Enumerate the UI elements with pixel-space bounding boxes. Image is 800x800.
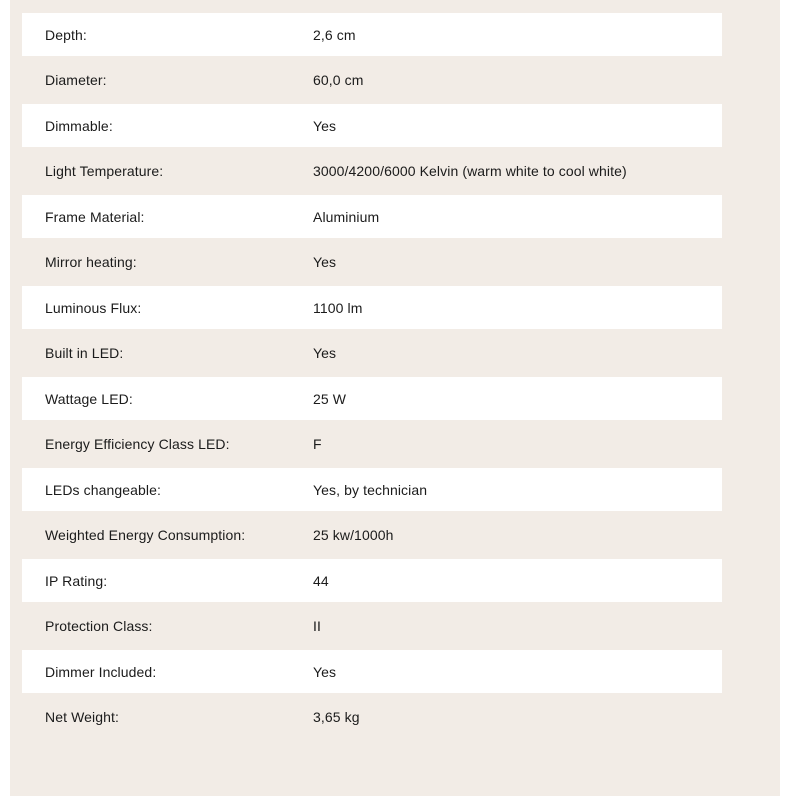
spec-label: Depth: xyxy=(45,26,87,43)
spec-label: Diameter: xyxy=(45,72,107,88)
spec-value: II xyxy=(313,618,321,634)
spec-row xyxy=(22,559,722,602)
spec-value: Yes xyxy=(313,345,337,361)
spec-row xyxy=(22,195,722,238)
spec-row xyxy=(22,241,722,284)
spec-row xyxy=(22,423,722,466)
spec-label: Energy Efficiency Class LED: xyxy=(45,436,230,452)
spec-label: IP Rating: xyxy=(45,572,108,589)
spec-label: Wattage LED: xyxy=(45,390,133,407)
spec-label: LEDs changeable: xyxy=(45,481,162,498)
spec-row xyxy=(22,650,722,693)
spec-value: 2,6 cm xyxy=(313,26,356,43)
spec-value: Aluminium xyxy=(313,208,380,225)
spec-row xyxy=(22,332,722,375)
spec-row xyxy=(22,377,722,420)
spec-label: Dimmer Included: xyxy=(45,663,157,680)
spec-table xyxy=(22,13,722,739)
spec-value: Yes xyxy=(313,117,337,134)
spec-row xyxy=(22,286,722,329)
spec-label: Built in LED: xyxy=(45,345,124,361)
spec-value: 3,65 kg xyxy=(313,709,360,725)
spec-label: Mirror heating: xyxy=(45,254,137,270)
spec-label: Luminous Flux: xyxy=(45,299,142,316)
spec-value: 25 W xyxy=(313,390,347,407)
spec-label: Protection Class: xyxy=(45,618,153,634)
spec-row xyxy=(22,104,722,147)
spec-row xyxy=(22,13,722,56)
spec-label: Frame Material: xyxy=(45,208,145,225)
spec-value: 25 kw/1000h xyxy=(313,527,394,543)
spec-value: Yes xyxy=(313,663,337,680)
spec-value: 3000/4200/6000 Kelvin (warm white to cool white) xyxy=(313,163,627,179)
spec-row xyxy=(22,605,722,648)
spec-row xyxy=(22,468,722,511)
spec-panel xyxy=(10,0,780,796)
spec-value: Yes, by technician xyxy=(313,481,428,498)
spec-label: Net Weight: xyxy=(45,709,119,725)
spec-value: 1100 lm xyxy=(313,299,363,316)
spec-row xyxy=(22,59,722,102)
spec-row xyxy=(22,150,722,193)
spec-label: Weighted Energy Consumption: xyxy=(45,527,246,543)
spec-value: 60,0 cm xyxy=(313,72,364,88)
spec-value: 44 xyxy=(313,572,329,589)
spec-label: Light Temperature: xyxy=(45,163,164,179)
spec-value: Yes xyxy=(313,254,337,270)
spec-row xyxy=(22,696,722,739)
spec-label: Dimmable: xyxy=(45,117,113,134)
spec-row xyxy=(22,514,722,557)
spec-value: F xyxy=(313,436,322,452)
